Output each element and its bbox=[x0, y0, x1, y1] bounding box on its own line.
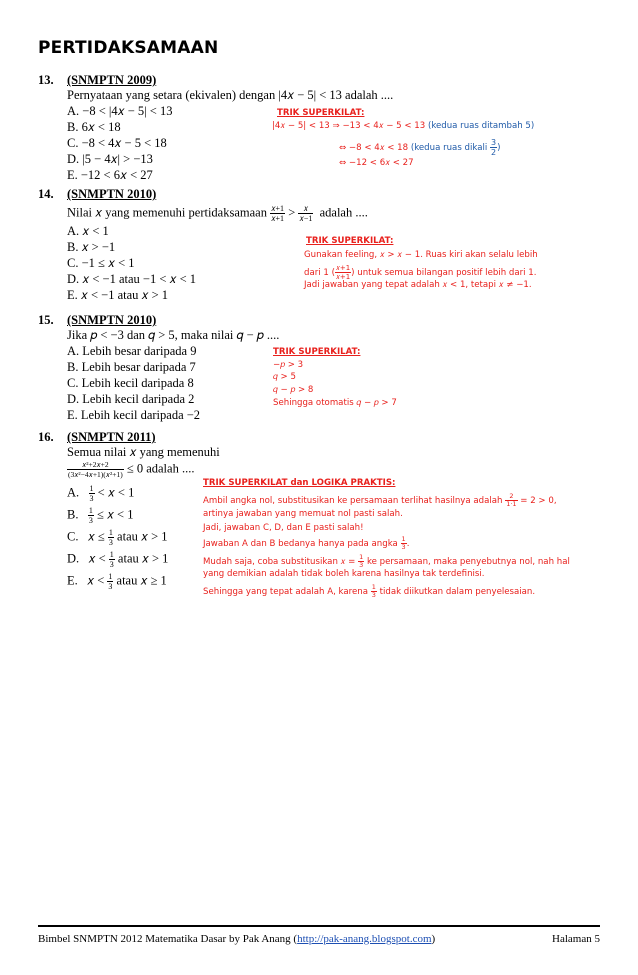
q15-source: (SNMPTN 2010) bbox=[67, 313, 157, 327]
q13-option-d: D. |5 − 4𝑥| > −13 bbox=[67, 152, 153, 166]
q16-option-e: E. 𝑥 < $\frac{1}{3}$ atau 𝑥 ≥ 1 bbox=[67, 572, 167, 591]
q13-source: (SNMPTN 2009) bbox=[67, 73, 157, 87]
q15-trick-line-2: 𝑞 > 5 bbox=[273, 372, 296, 382]
q13-option-e: E. −12 < 6𝑥 < 27 bbox=[67, 168, 153, 182]
q16-source: (SNMPTN 2011) bbox=[67, 430, 156, 444]
q15-option-b: B. Lebih besar daripada 7 bbox=[67, 360, 196, 374]
q14-option-b: B. 𝑥 > −1 bbox=[67, 240, 116, 254]
q16-trick-line-4: Jawaban A dan B bedanya hanya pada angka $\frac{1}{3}$ . bbox=[203, 535, 410, 551]
q13-trick-line-1: |4𝑥 − 5| < 13 ⇒ −13 < 4𝑥 − 5 < 13 (kedua ruas ditambah 5) bbox=[272, 121, 535, 131]
q13-trick-line-2: ⇔ −8 < 4𝑥 < 18 (kedua ruas dikali $\frac{3}{2}$ ) bbox=[339, 138, 501, 157]
q13-trick-heading: TRIK SUPERKILAT: bbox=[277, 108, 365, 118]
q16-trick-line-7: Sehingga yang tepat adalah A, karena $\frac{1}{3}$ tidak diikutkan dalam penyelesaian. bbox=[203, 583, 536, 599]
q15-option-c: C. Lebih kecil daripada 8 bbox=[67, 376, 194, 390]
q13-option-c: C. −8 < 4𝑥 − 5 < 18 bbox=[67, 136, 167, 150]
q15-trick-line-4: Sehingga otomatis 𝑞 − 𝑝 > 7 bbox=[273, 398, 397, 408]
q15-number: 15. bbox=[38, 313, 54, 327]
q15-trick-line-1: −𝑝 > 3 bbox=[273, 360, 304, 370]
q13-number: 13. bbox=[38, 73, 54, 87]
q14-option-d: D. 𝑥 < −1 atau −1 < 𝑥 < 1 bbox=[67, 272, 197, 286]
footer-credit: Bimbel SNMPTN 2012 Matematika Dasar by Pak Anang (http://pak-anang.blogspot.com) bbox=[38, 933, 436, 945]
q14-number: 14. bbox=[38, 187, 54, 201]
q13-option-a: A. −8 < |4𝑥 − 5| < 13 bbox=[67, 104, 173, 118]
q14-option-a: A. 𝑥 < 1 bbox=[67, 224, 109, 238]
q14-trick-line-1: Gunakan feeling, 𝑥 > 𝑥 − 1. Ruas kiri akan selalu lebih bbox=[304, 250, 538, 260]
q16-expression: $\frac{\text{𝑥²+2𝑥+2}}{\text{(3𝑥²−4𝑥+1)(𝑥²+1)}}$ ≤ 0 adalah .... bbox=[68, 460, 195, 479]
q14-trick-heading: TRIK SUPERKILAT: bbox=[306, 236, 394, 246]
q16-question: Semua nilai 𝑥 yang memenuhi bbox=[67, 445, 220, 459]
q13-question: Pernyataan yang setara (ekivalen) dengan |4𝑥 − 5| < 13 adalah .... bbox=[67, 88, 394, 102]
q16-number: 16. bbox=[38, 430, 54, 444]
q14-option-e: E. 𝑥 < −1 atau 𝑥 > 1 bbox=[67, 288, 169, 302]
q14-trick-line-2: dari 1 ( $\frac{\text{𝑥+1}}{\text{𝑥+1}}$ ) untuk semua bilangan positif lebih dari 1. bbox=[304, 264, 537, 281]
q16-trick-line-6: yang demikian adalah tidak boleh karena hasilnya tak terdefinisi. bbox=[203, 569, 485, 579]
q16-trick-line-1: Ambil angka nol, substitusikan ke persamaan terlihat hasilnya adalah $\frac{2}{1\cdot 1}$ = 2 > 0, bbox=[203, 492, 557, 508]
q14-trick-line-3: Jadi jawaban yang tepat adalah 𝑥 < 1, tetapi 𝑥 ≠ −1. bbox=[304, 280, 532, 290]
page-title: PERTIDAKSAMAAN bbox=[38, 38, 219, 58]
q13-option-b: B. 6𝑥 < 18 bbox=[67, 120, 121, 134]
q14-question: Nilai 𝑥 yang memenuhi pertidaksamaan $\frac{\text{𝑥+1}}{\text{𝑥+1}}$ > $\frac{\text{𝑥}}{\text{𝑥−1}}$ adalah .... bbox=[67, 204, 368, 223]
q15-trick-heading: TRIK SUPERKILAT: bbox=[273, 347, 361, 357]
q16-trick-line-3: Jadi, jawaban C, D, dan E pasti salah! bbox=[203, 523, 364, 533]
q15-option-d: D. Lebih kecil daripada 2 bbox=[67, 392, 195, 406]
footer-link[interactable]: http://pak-anang.blogspot.com bbox=[297, 933, 432, 945]
q16-trick-line-2: artinya jawaban yang memuat nol pasti salah. bbox=[203, 509, 403, 519]
q13-trick-line-3: ⇔ −12 < 6𝑥 < 27 bbox=[339, 158, 414, 168]
q15-option-a: A. Lebih besar daripada 9 bbox=[67, 344, 197, 358]
q15-question: Jika 𝑝 < −3 dan 𝑞 > 5, maka nilai 𝑞 − 𝑝 .... bbox=[67, 328, 280, 342]
q16-option-a: A. $\frac{1}{3}$ < 𝑥 < 1 bbox=[67, 484, 135, 503]
q16-trick-line-5: Mudah saja, coba substitusikan 𝑥 = $\frac{1}{3}$ ke persamaan, maka penyebutnya nol, nah hal bbox=[203, 553, 570, 569]
q15-option-e: E. Lebih kecil daripada −2 bbox=[67, 408, 201, 422]
q16-trick-heading: TRIK SUPERKILAT dan LOGIKA PRAKTIS: bbox=[203, 478, 396, 488]
q16-option-b: B. $\frac{1}{3}$ ≤ 𝑥 < 1 bbox=[67, 506, 134, 525]
page-number: Halaman 5 bbox=[552, 933, 600, 945]
footer-divider bbox=[38, 925, 600, 927]
q15-trick-line-3: 𝑞 − 𝑝 > 8 bbox=[273, 385, 314, 395]
q14-source: (SNMPTN 2010) bbox=[67, 187, 157, 201]
q16-option-c: C. 𝑥 ≤ $\frac{1}{3}$ atau 𝑥 > 1 bbox=[67, 528, 168, 547]
q14-option-c: C. −1 ≤ 𝑥 < 1 bbox=[67, 256, 135, 270]
q16-option-d: D. 𝑥 < $\frac{1}{3}$ atau 𝑥 > 1 bbox=[67, 550, 169, 569]
